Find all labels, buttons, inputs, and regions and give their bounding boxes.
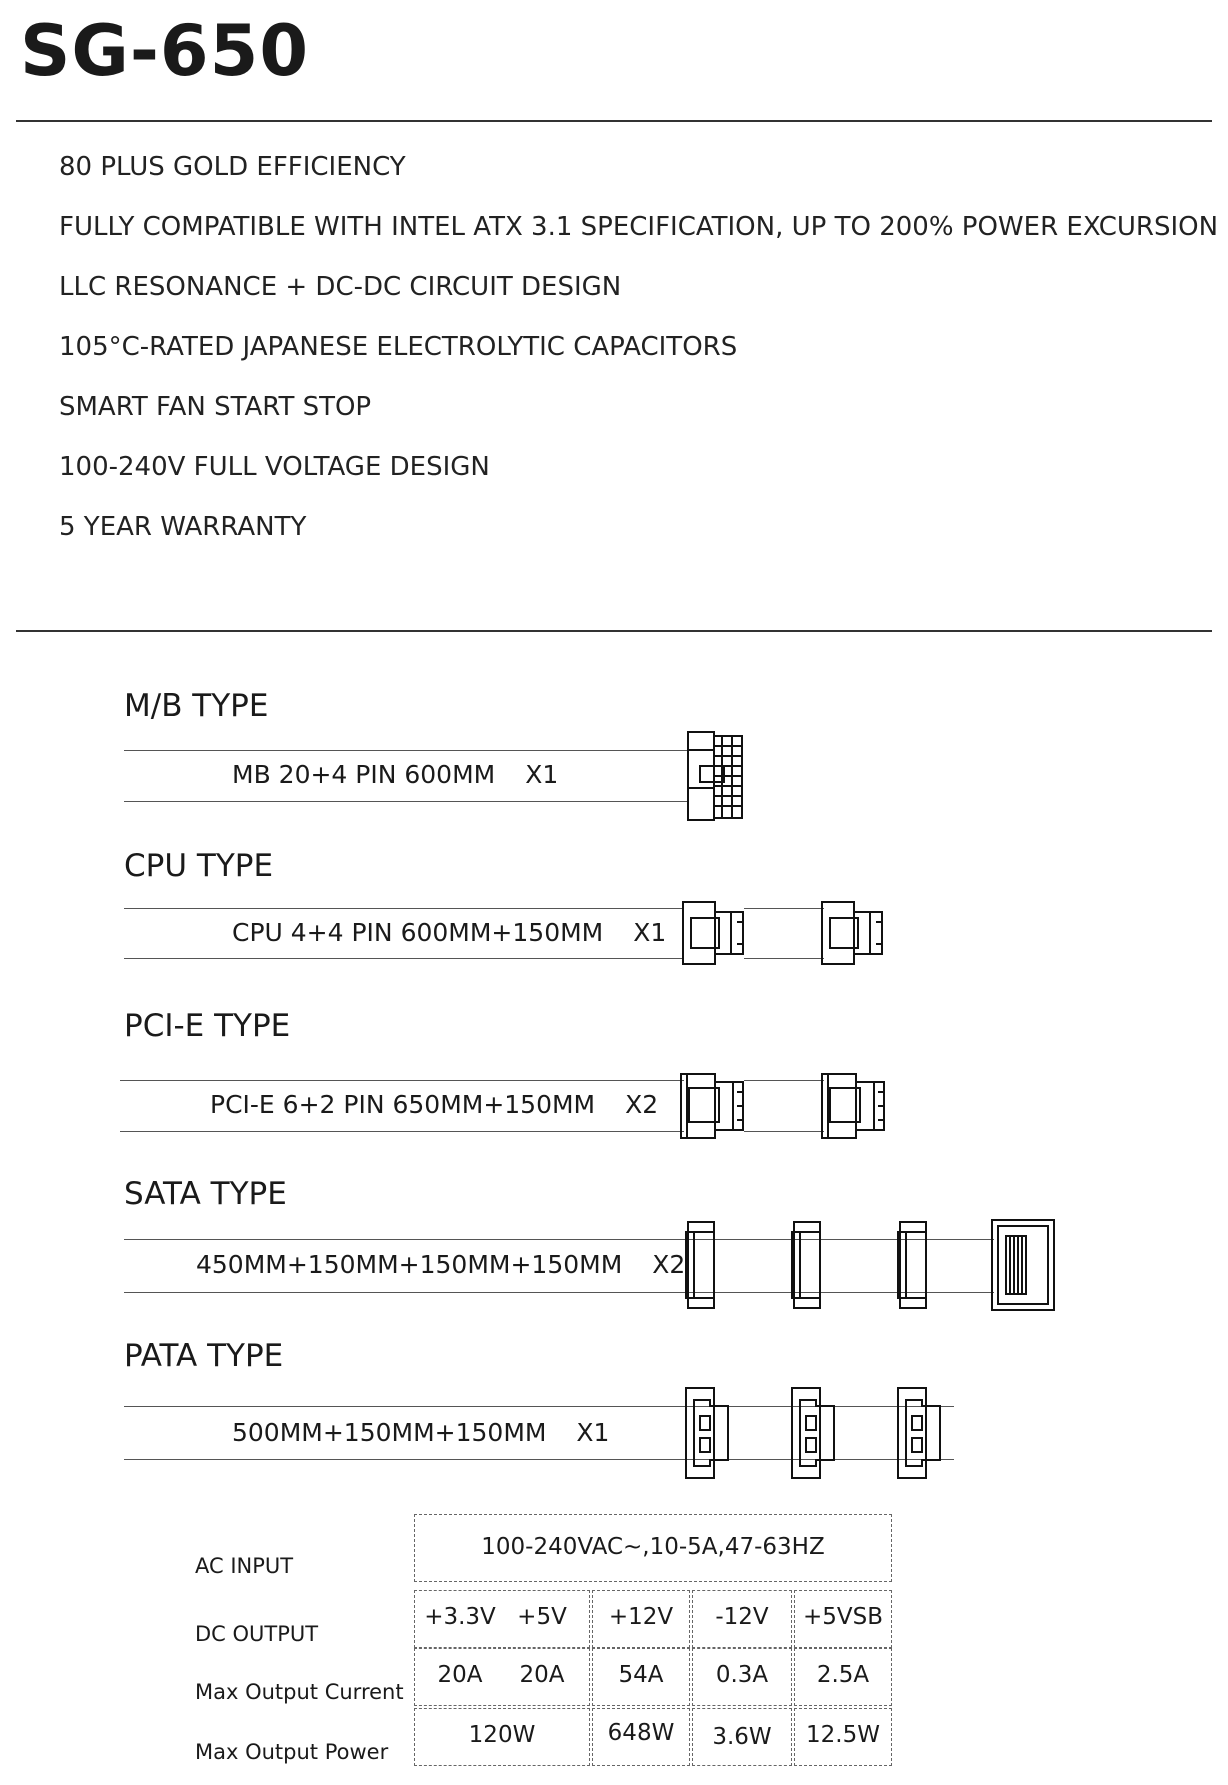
cable-line: [120, 1131, 684, 1132]
title-divider: [16, 120, 1212, 122]
cable-qty: X2: [652, 1250, 686, 1279]
cable-line: [744, 958, 824, 959]
power-12v: 648W: [607, 1720, 675, 1746]
ac-input-value: 100-240VAC~,10-5A,47-63HZ: [481, 1534, 825, 1560]
cable-line: [120, 1080, 684, 1081]
rail-3v3: +3.3V: [424, 1604, 496, 1630]
feature-item: 5 YEAR WARRANTY: [59, 512, 307, 542]
cable-spec-text: PCI-E 6+2 PIN 650MM+150MM: [210, 1090, 596, 1119]
molex-connector-icon: [790, 1386, 838, 1480]
cable-spec-text: 500MM+150MM+150MM: [232, 1418, 547, 1447]
cable-line: [744, 908, 824, 909]
sata-connector-icon: [896, 1220, 930, 1310]
pata-cable-spec: [232, 1418, 609, 1447]
pcie-connector-icon: [679, 1072, 747, 1140]
cable-line: [124, 1292, 994, 1293]
sata-connector-icon: [990, 1218, 1056, 1312]
power-3v3-5v: 120W: [468, 1722, 536, 1748]
cable-qty: X1: [576, 1418, 610, 1447]
pcie-type-title: PCI-E TYPE: [124, 1008, 291, 1044]
ac-input-label: AC INPUT: [195, 1554, 294, 1578]
mb-cable-spec: [232, 760, 558, 789]
cable-spec-text: CPU 4+4 PIN 600MM+150MM: [232, 918, 604, 947]
cpu-type-title: CPU TYPE: [124, 848, 274, 884]
cable-line: [124, 1239, 994, 1240]
pata-type-title: PATA TYPE: [124, 1338, 284, 1374]
cable-qty: X2: [625, 1090, 659, 1119]
current-5v: 20A: [519, 1662, 565, 1688]
product-title: SG-650: [20, 10, 310, 92]
molex-connector-icon: [684, 1386, 732, 1480]
cable-line: [744, 1080, 824, 1081]
power-neg12v: 3.6W: [712, 1724, 772, 1750]
feature-item: 100-240V FULL VOLTAGE DESIGN: [59, 452, 490, 482]
feature-item: 105°C-RATED JAPANESE ELECTROLYTIC CAPACITORS: [59, 332, 738, 362]
rail-5vsb: +5VSB: [802, 1604, 884, 1630]
cable-line: [124, 908, 684, 909]
cable-line: [744, 1131, 824, 1132]
mb-type-title: M/B TYPE: [124, 688, 269, 724]
cable-line: [124, 750, 689, 751]
dc-output-label: DC OUTPUT: [195, 1622, 319, 1646]
current-neg12v: 0.3A: [715, 1662, 769, 1688]
mb-24pin-connector-icon: [686, 730, 746, 822]
cable-line: [124, 801, 689, 802]
current-12v: 54A: [618, 1662, 664, 1688]
molex-connector-icon: [896, 1386, 944, 1480]
max-power-label: Max Output Power: [195, 1740, 389, 1764]
sata-type-title: SATA TYPE: [124, 1176, 287, 1212]
feature-item: FULLY COMPATIBLE WITH INTEL ATX 3.1 SPECIFICATION, UP TO 200% POWER EXCURSION: [59, 212, 1219, 242]
feature-item: LLC RESONANCE + DC-DC CIRCUIT DESIGN: [59, 272, 622, 302]
features-divider: [16, 630, 1212, 632]
cable-qty: X1: [633, 918, 667, 947]
cable-spec-text: MB 20+4 PIN 600MM: [232, 760, 496, 789]
rail-neg12v: -12V: [715, 1604, 769, 1630]
cpu-4pin-connector-icon: [820, 900, 886, 966]
cable-qty: X1: [525, 760, 559, 789]
cpu-cable-spec: [232, 918, 666, 947]
cable-line: [124, 958, 684, 959]
current-5vsb: 2.5A: [816, 1662, 870, 1688]
cpu-4pin-connector-icon: [681, 900, 747, 966]
rail-5v: +5V: [517, 1604, 567, 1630]
sata-connector-icon: [684, 1220, 718, 1310]
pcie-connector-icon: [820, 1072, 888, 1140]
current-3v3: 20A: [437, 1662, 483, 1688]
sata-connector-icon: [790, 1220, 824, 1310]
pcie-cable-spec: [210, 1090, 658, 1119]
feature-item: SMART FAN START STOP: [59, 392, 372, 422]
feature-item: 80 PLUS GOLD EFFICIENCY: [59, 152, 406, 182]
max-current-label: Max Output Current: [195, 1680, 404, 1704]
sata-cable-spec: [196, 1250, 685, 1279]
power-5vsb: 12.5W: [806, 1722, 880, 1748]
rail-12v: +12V: [608, 1604, 674, 1630]
cable-spec-text: 450MM+150MM+150MM+150MM: [196, 1250, 623, 1279]
